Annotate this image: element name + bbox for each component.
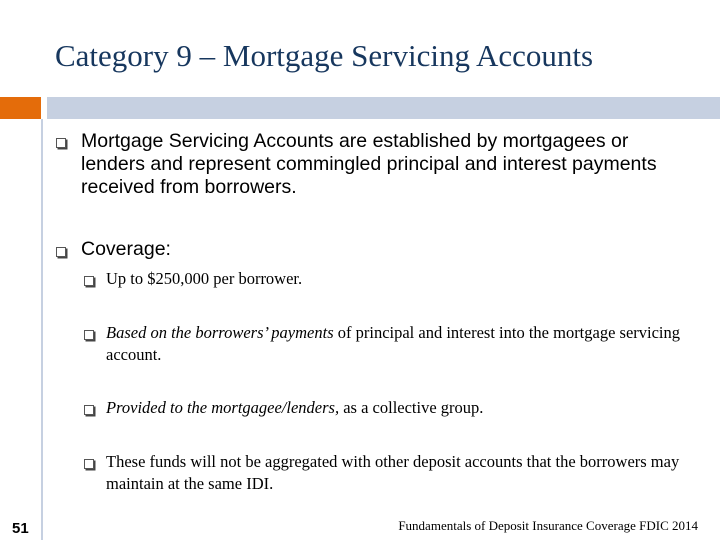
hollow-square-bullet-icon bbox=[84, 330, 94, 340]
accent-bar-orange bbox=[0, 97, 41, 119]
sub-bullet-text bbox=[106, 322, 686, 366]
hollow-square-bullet-icon bbox=[84, 276, 94, 286]
hollow-square-bullet-icon bbox=[56, 138, 66, 148]
sub-bullet-italic: Provided to the mortgagee/lenders, bbox=[106, 398, 340, 417]
sub-bullet-rest: as a collective group. bbox=[339, 398, 484, 417]
bullet-text: Mortgage Servicing Accounts are established by mortgagees or lenders and represent commingled principal and interest payments received from borrowers. bbox=[81, 130, 657, 198]
hollow-square-bullet-icon bbox=[84, 459, 94, 469]
accent-vertical-line bbox=[41, 119, 43, 540]
slide-footer: Fundamentals of Deposit Insurance Coverage FDIC 2014 bbox=[398, 518, 698, 533]
sub-bullet-italic: Based on the borrowers’ payments bbox=[106, 323, 334, 342]
hollow-square-bullet-icon bbox=[84, 405, 94, 415]
accent-bar-blue bbox=[47, 97, 720, 119]
sub-bullet-text bbox=[106, 397, 483, 419]
hollow-square-bullet-icon bbox=[56, 247, 66, 257]
slide-title: Category 9 – Mortgage Servicing Accounts bbox=[55, 38, 594, 73]
sub-bullet-rest: of principal and interest into the mortgage servicing account. bbox=[106, 323, 681, 364]
page-number: 51 bbox=[12, 520, 29, 537]
sub-bullet-text: Up to $250,000 per borrower. bbox=[106, 269, 303, 288]
bullet-text: Coverage: bbox=[81, 238, 171, 260]
sub-bullet-text: These funds will not be aggregated with other deposit accounts that the borrowers may maintain at the same IDI. bbox=[106, 452, 680, 493]
